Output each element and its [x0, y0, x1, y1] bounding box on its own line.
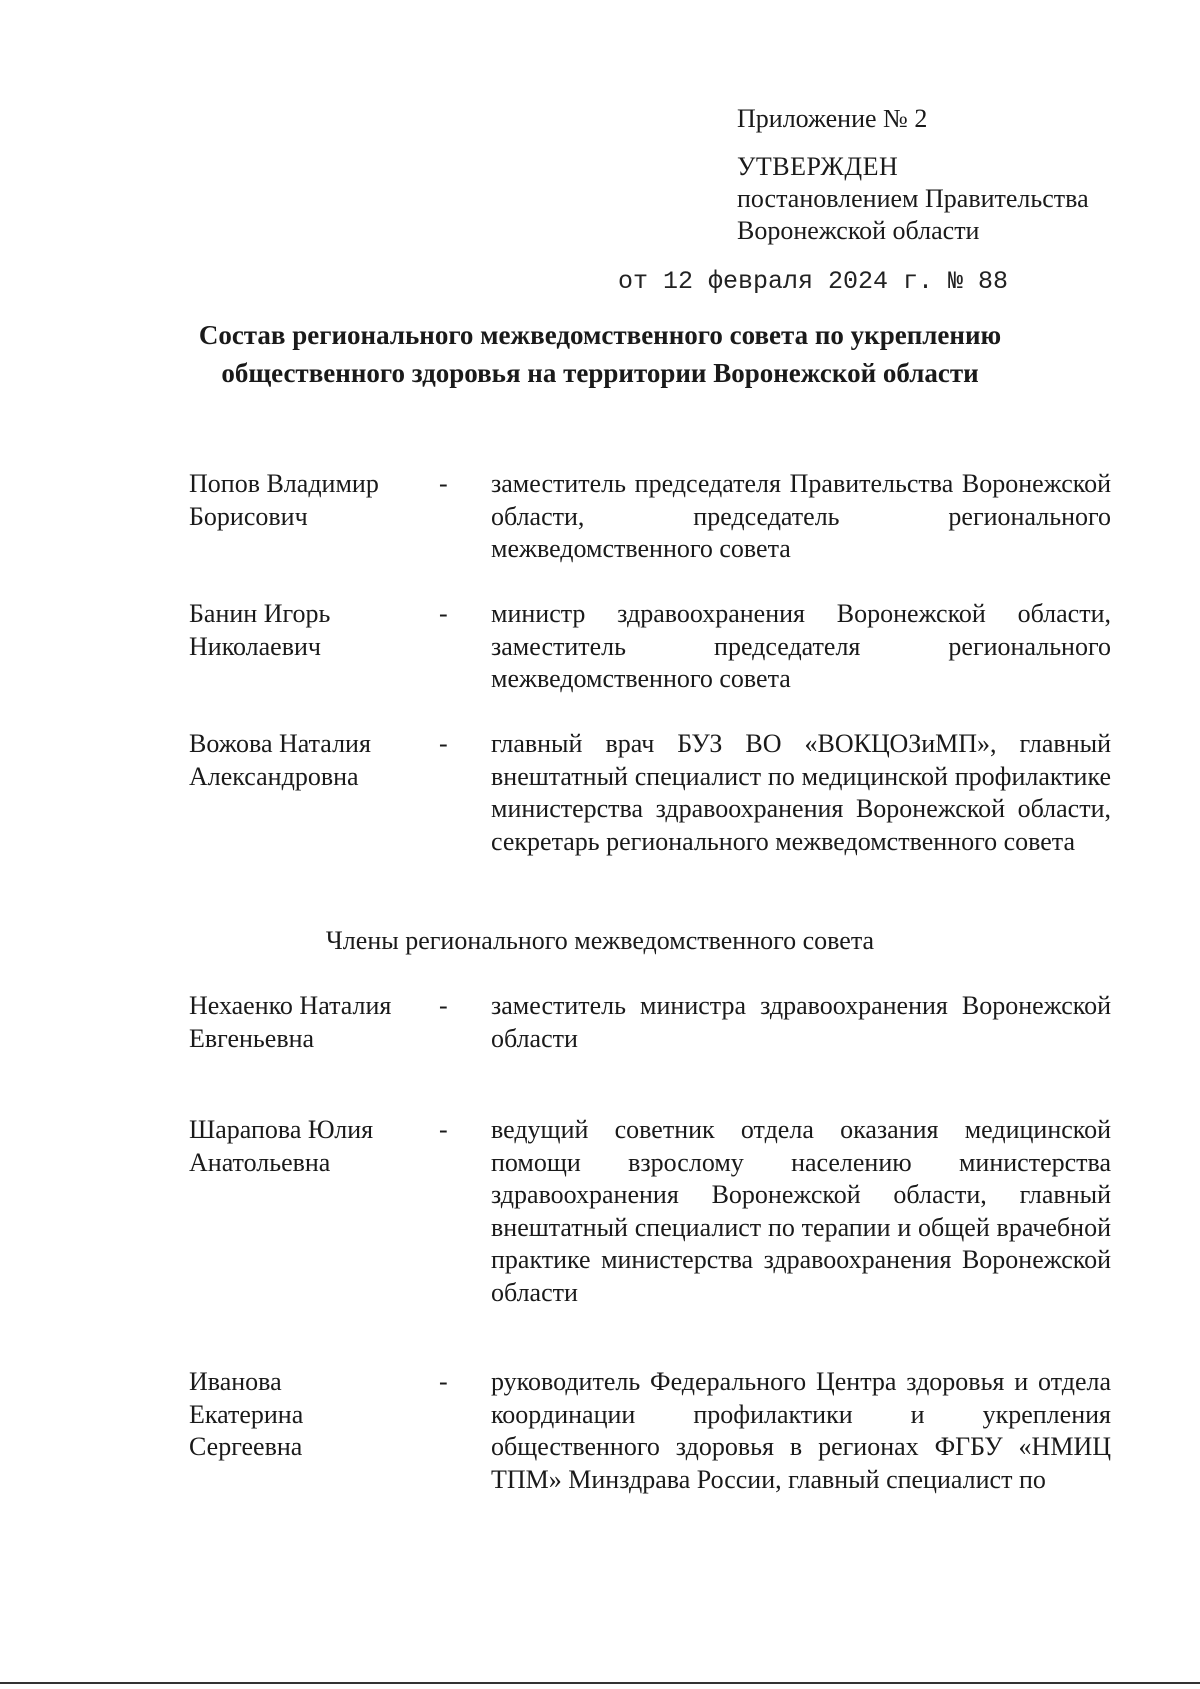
- person-name: Иванова Екатерина Сергеевна: [189, 1367, 304, 1461]
- dash-separator: -: [439, 469, 448, 498]
- approval-authority-line-1: постановлением Правительства: [737, 184, 1089, 213]
- person-name: Банин Игорь Николаевич: [189, 599, 331, 661]
- approval-block: [737, 103, 1089, 247]
- document-title-line-1: Состав регионального межведомственного совета по укреплению: [198, 320, 1002, 350]
- annex-number: Приложение № 2: [737, 104, 928, 133]
- approval-authority-line-2: Воронежской области: [737, 216, 980, 245]
- person-name: Попов Владимир Борисович: [189, 469, 379, 531]
- document-title-line-2: общественного здоровья на территории Воронежской области: [221, 358, 979, 388]
- person-name: Вожова Наталия Александровна: [189, 729, 371, 791]
- dash-separator: -: [439, 1115, 448, 1144]
- dash-separator: -: [439, 991, 448, 1020]
- person-role: министр здравоохранения Воронежской области, заместитель председателя регионального межведомственного совета: [491, 599, 1111, 693]
- person-name: Нехаенко Наталия Евгеньевна: [189, 991, 392, 1053]
- members-section-heading: Члены регионального межведомственного совета: [325, 926, 875, 955]
- person-role: главный врач БУЗ ВО «ВОКЦОЗиМП», главный внештатный специалист по медицинской профилактике министерства здравоохранения Воронежской области, секретарь регионального межведомственного совета: [491, 729, 1111, 856]
- person-role: ведущий советник отдела оказания медицинской помощи взрослому населению министерства здравоохранения Воронежской области, главный внештатный специалист по терапии и общей врачебной практике министерства здравоохранения Воронежской области: [491, 1115, 1111, 1307]
- dash-separator: -: [439, 729, 448, 758]
- resolution-date-number: от 12 февраля 2024 г. № 88: [618, 267, 1009, 296]
- person-role: руководитель Федерального Центра здоровья и отдела координации профилактики и укрепления общественного здоровья в регионах ФГБУ «НМИЦ ТПМ» Минздрава России, главный специалист по: [491, 1367, 1111, 1494]
- document-title: [150, 316, 1050, 392]
- dash-separator: -: [439, 599, 448, 628]
- approval-stamp-label: УТВЕРЖДЕН: [737, 152, 899, 181]
- person-name: Шарапова Юлия Анатольевна: [189, 1115, 374, 1177]
- dash-separator: -: [439, 1367, 448, 1396]
- page-bottom-rule: [0, 1682, 1200, 1684]
- person-role: заместитель министра здравоохранения Воронежской области: [491, 991, 1111, 1053]
- person-role: заместитель председателя Правительства Воронежской области, председатель регионального межведомственного совета: [491, 469, 1111, 563]
